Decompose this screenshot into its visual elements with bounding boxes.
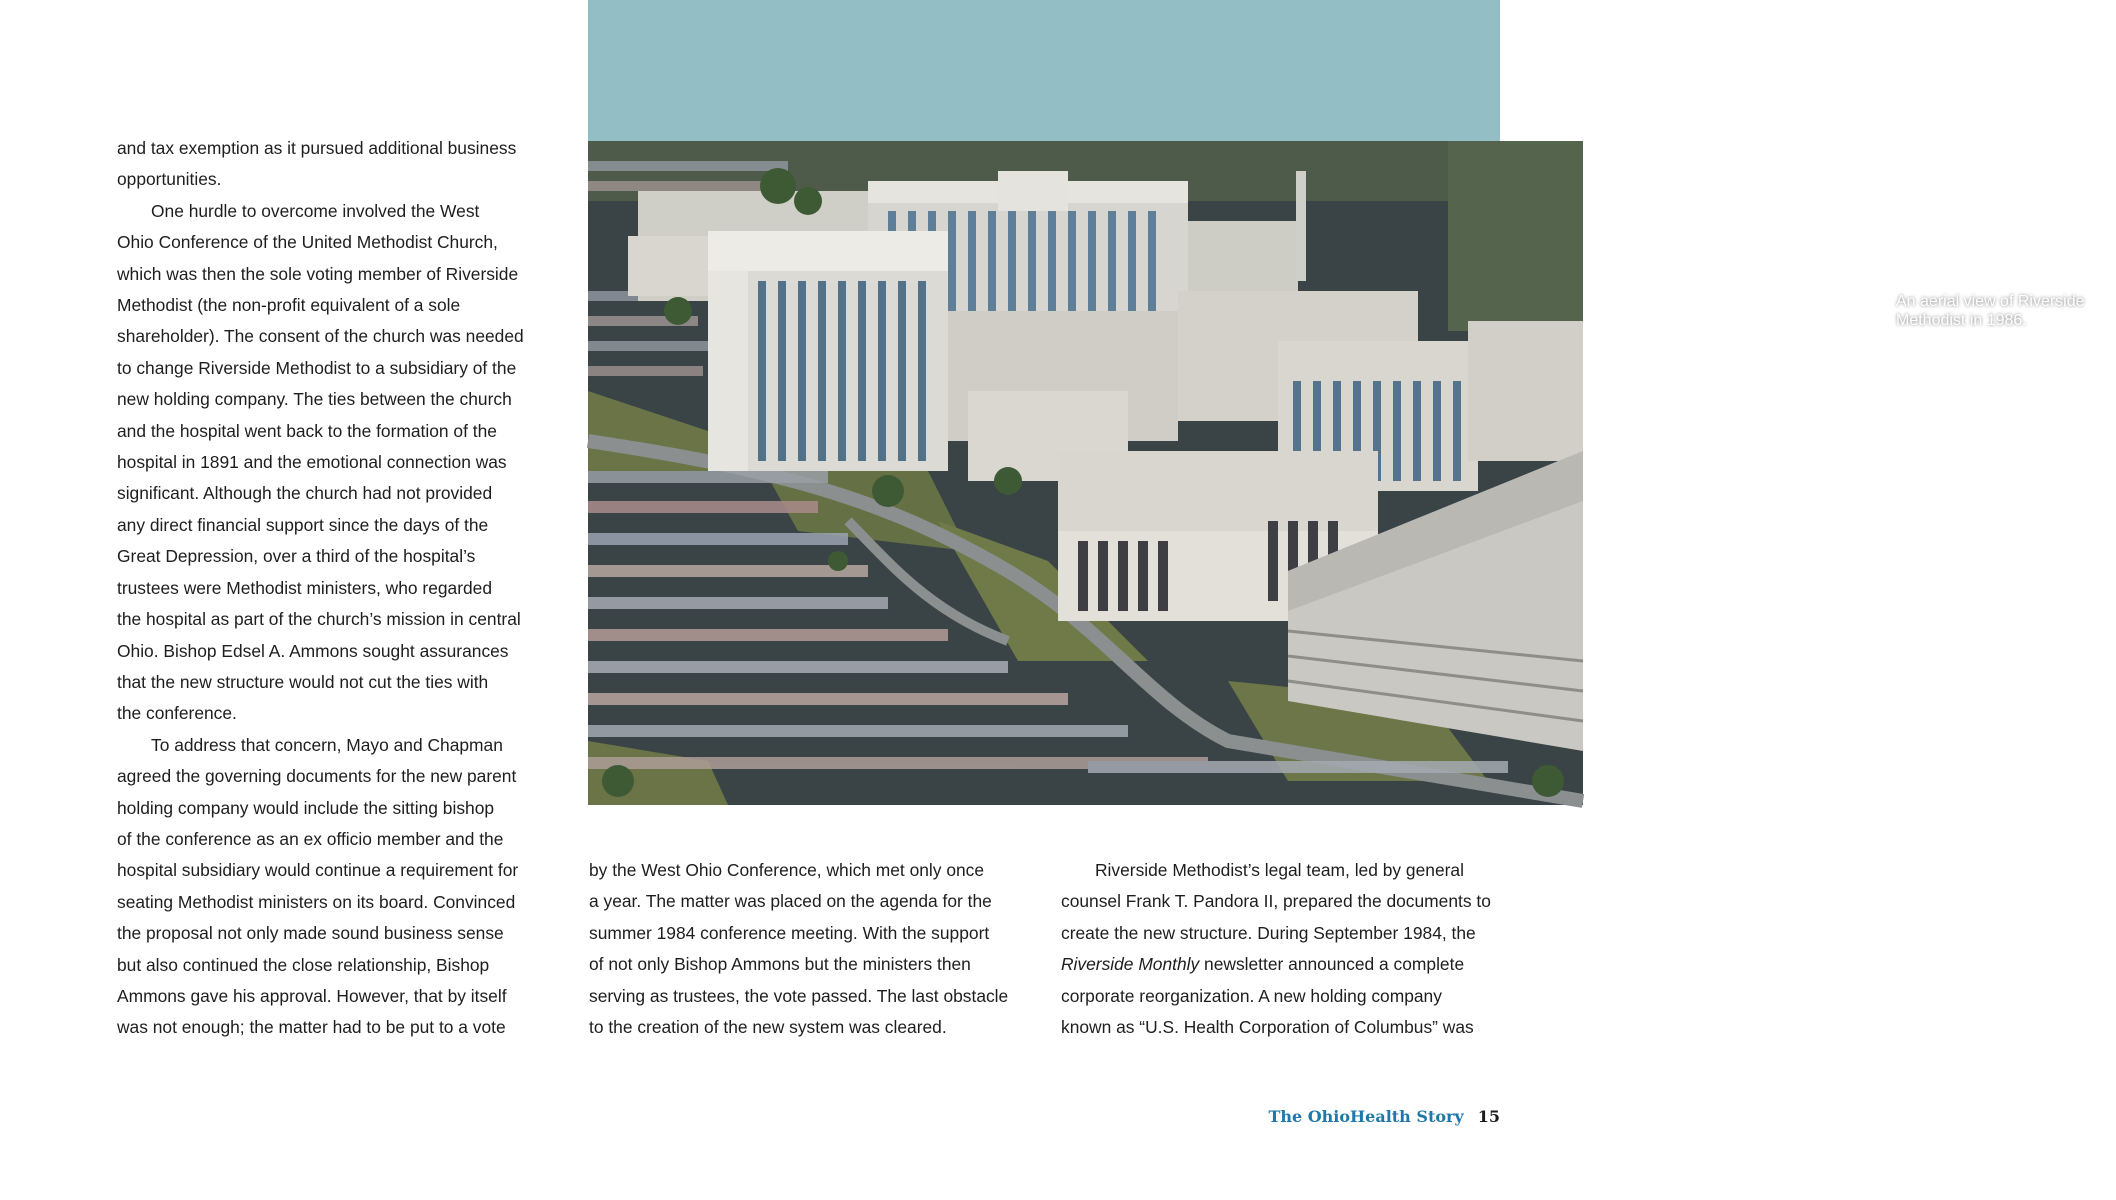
- text-line: seating Methodist ministers on its board. Convinced: [117, 891, 516, 912]
- text-line: serving as trustees, the vote passed. The last obstacle: [589, 985, 1009, 1006]
- text-line: agreed the governing documents for the new parent: [117, 766, 517, 787]
- text-line: Ohio Conference of the United Methodist Church,: [117, 232, 498, 253]
- text-line: known as “U.S. Health Corporation of Columbus” was: [1061, 1017, 1474, 1038]
- text-line: summer 1984 conference meeting. With the support: [589, 922, 990, 943]
- text-line: shareholder). The consent of the church was needed: [117, 326, 524, 347]
- text-line: counsel Frank T. Pandora II, prepared the documents to: [1061, 891, 1491, 912]
- photo-caption: [1896, 292, 2116, 330]
- text-line: Ammons gave his approval. However, that by itself: [117, 985, 507, 1006]
- text-line: Great Depression, over a third of the hospital’s: [117, 546, 476, 567]
- photo-caption-line-1: An aerial view of Riverside: [1896, 293, 2085, 310]
- text-line: was not enough; the matter had to be put to a vote: [117, 1017, 506, 1038]
- body-text-column-left: [117, 133, 557, 1044]
- text-line: by the West Ohio Conference, which met only once: [589, 860, 985, 880]
- text-line: that the new structure would not cut the ties with: [117, 671, 489, 692]
- text-line: corporate reorganization. A new holding company: [1061, 985, 1442, 1006]
- aerial-photo-illustration: [588, 141, 1583, 805]
- text-line: but also continued the close relationship, Bishop: [117, 954, 490, 975]
- text-line: [1061, 949, 1501, 980]
- text-line: Riverside Methodist’s legal team, led by general: [1095, 860, 1464, 880]
- text-line: holding company would include the sitting bishop: [117, 797, 495, 818]
- text-line: and the hospital went back to the formation of the: [117, 420, 497, 441]
- text-line: opportunities.: [117, 169, 222, 190]
- text-line: a year. The matter was placed on the agenda for the: [589, 891, 992, 912]
- page-footer: [1200, 1107, 1500, 1126]
- book-title: The OhioHealth Story: [1268, 1107, 1464, 1126]
- text-line: to change Riverside Methodist to a subsidiary of the: [117, 357, 517, 378]
- text-line: the hospital as part of the church’s mission in central: [117, 609, 521, 630]
- text-line: create the new structure. During September 1984, the: [1061, 922, 1476, 943]
- newsletter-title: Riverside Monthly: [1061, 954, 1200, 975]
- page-number: 15: [1477, 1107, 1500, 1126]
- text-line: to the creation of the new system was cleared.: [589, 1017, 947, 1038]
- text-line: new holding company. The ties between the church: [117, 389, 512, 410]
- text-line: Ohio. Bishop Edsel A. Ammons sought assurances: [117, 640, 509, 661]
- text-line: To address that concern, Mayo and Chapman: [151, 734, 503, 755]
- text-line: hospital subsidiary would continue a requirement for: [117, 860, 519, 881]
- text-line-rest: newsletter announced a complete: [1199, 954, 1465, 975]
- aerial-photo-riverside-methodist: [588, 141, 2085, 805]
- text-line: One hurdle to overcome involved the West: [151, 200, 480, 221]
- teal-header-band: [588, 0, 1500, 141]
- text-line: significant. Although the church had not provided: [117, 483, 493, 504]
- text-line: the conference.: [117, 703, 237, 724]
- text-line: of the conference as an ex officio member and the: [117, 828, 504, 849]
- text-line: hospital in 1891 and the emotional connection was: [117, 452, 507, 473]
- text-line: and tax exemption as it pursued additional business: [117, 138, 517, 158]
- text-line: the proposal not only made sound business sense: [117, 923, 504, 944]
- text-line: Methodist (the non-profit equivalent of a sole: [117, 295, 461, 316]
- photo-caption-line-2: Methodist in 1986.: [1896, 312, 2027, 329]
- text-line: trustees were Methodist ministers, who regarded: [117, 577, 493, 598]
- body-text-column-right: [1061, 855, 1501, 1043]
- body-text-column-middle: [589, 855, 1029, 1043]
- text-line: which was then the sole voting member of Riverside: [117, 263, 519, 284]
- text-line: any direct financial support since the days of the: [117, 514, 489, 535]
- text-line: of not only Bishop Ammons but the ministers then: [589, 954, 971, 975]
